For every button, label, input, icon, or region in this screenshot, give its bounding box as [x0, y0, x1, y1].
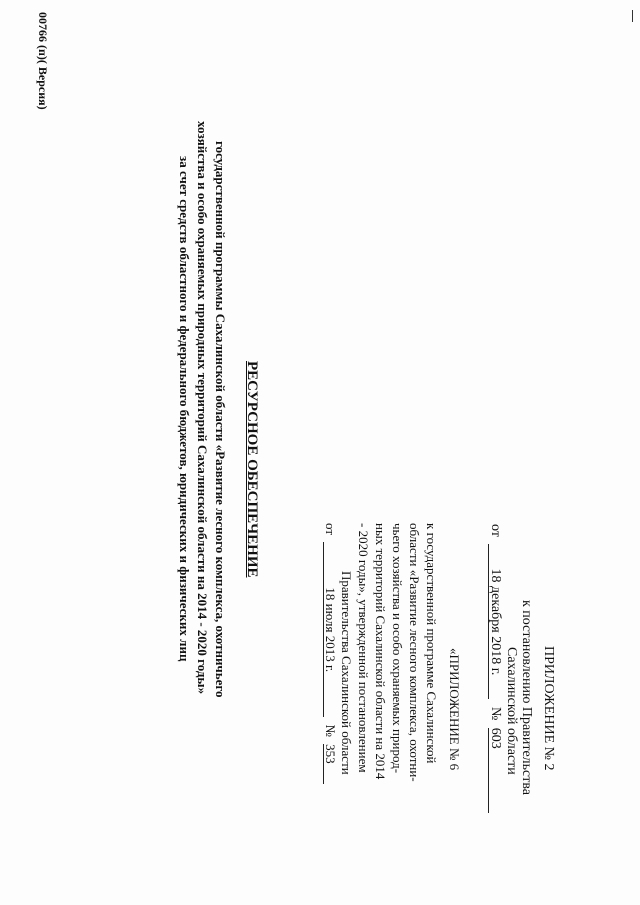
heading-title: РЕСУРСНОЕ ОБЕСПЕЧЕНИЕ — [244, 361, 260, 578]
annex-2-date-line — [487, 524, 503, 813]
annex-2-block — [488, 524, 640, 833]
heading-line-2: хозяйства и особо охраняемых природных территорий Сахалинской области на 2014 - 2020 годы» — [195, 121, 210, 695]
annex-2-number-label: № — [488, 706, 503, 721]
annex-6-from-label: от — [323, 523, 338, 536]
annex-6-line: - 2020 годы», утвержденной постановлением — [356, 523, 371, 773]
annex-2-line-1: к постановлению Правительства — [519, 600, 534, 796]
annex-6-number: 353 — [323, 744, 337, 784]
annex-2-date: 18 декабря 2018 г. — [488, 544, 502, 699]
annex-2-line-2: Сахалинской области — [504, 647, 519, 775]
annex-6-block — [312, 523, 472, 868]
annex-6-date: 18 июля 2013 г. — [323, 542, 337, 717]
annex-6-title: «ПРИЛОЖЕНИЕ № 6 — [447, 648, 462, 771]
document-code: 00766 (п)( Версия) — [36, 12, 50, 110]
annex-2-number: 603 — [488, 728, 502, 813]
annex-6-line: Правительства Сахалинской области — [339, 571, 354, 775]
annex-6-line: ных территорий Сахалинской области на 2014 — [373, 523, 388, 780]
annex-6-line: к государственной программе Сахалинской — [424, 523, 439, 764]
annex-6-line: области «Развитие лесного комплекса, охотни- — [407, 523, 422, 782]
heading-line-1: государственной программы Сахалинской области «Развитие лесного комплекса, охотничьего — [213, 141, 228, 698]
annex-6-date-line — [323, 523, 338, 784]
annex-6-number-label: № — [323, 724, 338, 737]
annex-2-from-label: от — [488, 524, 503, 537]
annex-2-title: ПРИЛОЖЕНИЕ № 2 — [541, 646, 556, 771]
annex-6-line: чьего хозяйства и особо охраняемых природ- — [390, 523, 405, 774]
heading-line-3: за счет средств областного и федерального бюджетов, юридических и физических лиц — [177, 156, 192, 662]
document-heading — [160, 0, 260, 905]
